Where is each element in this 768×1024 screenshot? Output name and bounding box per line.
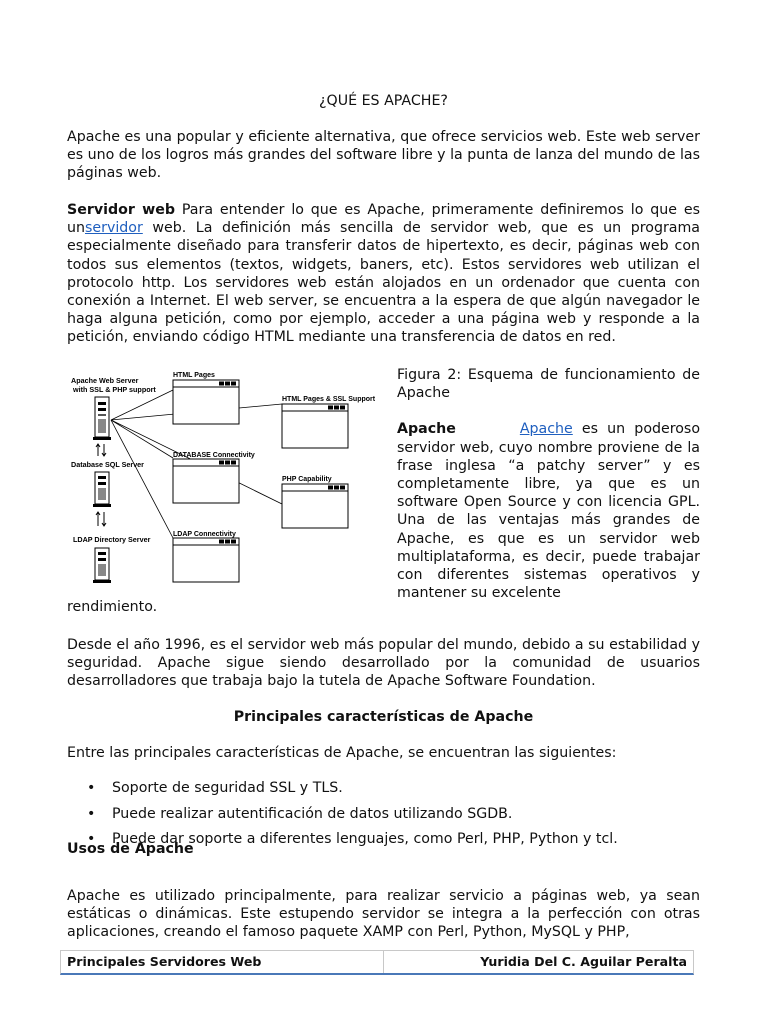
list-item: • Puede dar soporte a diferentes lenguajes, como Perl, PHP, Python y tcl. xyxy=(67,830,700,856)
usos-paragraph: Apache es utilizado principalmente, para realizar servicio a páginas web, ya sean estáticas o dinámicas. Este estupendo servidor se integra a la perfección con otras aplicaciones, creando el famoso paquete XAMP con Perl, Python, MySQL y PHP, xyxy=(67,888,700,941)
intro-paragraph: Apache es una popular y eficiente alternativa, que ofrece servicios web. Este web server es uno de los logros más grandes del software libre y la punta de lanza del mundo de las páginas web. xyxy=(67,129,700,182)
win-ldap-label: LDAP Connectivity xyxy=(173,531,236,538)
footer-right: Yuridia Del C. Aguilar Peralta xyxy=(480,954,687,969)
ssl-window xyxy=(282,404,348,448)
db-label: Database SQL Server xyxy=(71,460,144,469)
servidor-web-heading: Servidor web xyxy=(67,202,176,218)
database-server-icon xyxy=(93,472,111,507)
apache-continuation: rendimiento. xyxy=(67,599,158,615)
apache-server-icon xyxy=(93,397,111,440)
servidor-web-text-2: web. La definición más sencilla de servidor web, que es un programa especialmente diseñado para transferir datos de hipertexto, es decir, páginas web con todos sus elementos (textos, widgets, baners, etc). Estos servidores web utilizan el protocolo http. Los servidores web están alojados en un ordenador que cuenta con conexión a Internet. El web server, se encuentra a la espera de que algún navegador le haga alguna petición, como por ejemplo, acceder a una página web y responde a la petición, enviando código HTML mediante una transferencia de datos en red. xyxy=(67,220,700,346)
ldap-label: LDAP Directory Server xyxy=(73,535,151,544)
figure-side-text xyxy=(397,366,700,602)
server-label-2: with SSL & PHP support xyxy=(73,385,156,394)
ldap-server-icon xyxy=(93,548,111,583)
page-title: ¿QUÉ ES APACHE? xyxy=(319,93,448,109)
apache-heading: Apache xyxy=(397,421,456,438)
footer-left: Principales Servidores Web xyxy=(61,951,384,973)
win-php-label: PHP Capability xyxy=(282,476,332,483)
history-paragraph: Desde el año 1996, es el servidor web más popular del mundo, debido a su estabilidad y seguridad. Apache sigue siendo desarrollado por la comunidad de usuarios desarrolladores que trabaja bajo la tutela de Apache Software Foundation. xyxy=(67,637,700,690)
figure-block xyxy=(67,366,700,616)
list-item: • Puede realizar autentificación de datos utilizando SGDB. xyxy=(67,805,700,831)
list-item: • Soporte de seguridad SSL y TLS. xyxy=(67,779,700,805)
apache-link[interactable]: Apache xyxy=(519,421,573,438)
win-html-label: HTML Pages xyxy=(173,372,215,379)
servidor-link[interactable]: servidor xyxy=(84,220,143,237)
figure-caption: Figura 2: Esquema de funcionamiento de Apache xyxy=(397,367,700,402)
win-db-label: DATABASE Connectivity xyxy=(173,452,255,459)
server-db-arrows xyxy=(96,444,106,456)
html-pages-window xyxy=(173,380,239,424)
apache-text: es un poderoso servidor web, cuyo nombre proviene de la frase inglesa “a patchy server” y es completamente libre, ya que es un software Open Source y con licencia GPL. Una de las ventajas más grandes de Apache, es que es un servidor web multiplataforma, es decir, puede trabajar con diferentes sistemas operativos y mantener su excelente xyxy=(397,421,701,602)
page-footer xyxy=(60,950,694,975)
servidor-web-text-1: Para entender lo que es Apache, primeramente definiremos lo que es un xyxy=(67,202,700,237)
db-ldap-arrows xyxy=(96,512,106,526)
usos-heading: Usos de Apache xyxy=(67,841,194,857)
features-heading: Principales características de Apache xyxy=(233,709,534,725)
server-label-1: Apache Web Server xyxy=(71,376,139,385)
ldap-window xyxy=(173,538,239,582)
features-intro: Entre las principales características de Apache, se encuentran las siguientes: xyxy=(67,745,617,761)
apache-architecture-diagram xyxy=(67,366,389,590)
php-window xyxy=(282,484,348,528)
database-window xyxy=(173,459,239,503)
servidor-web-paragraph xyxy=(67,201,700,347)
apache-paragraph xyxy=(397,420,700,602)
win-ssl-label: HTML Pages & SSL Support xyxy=(282,396,376,403)
